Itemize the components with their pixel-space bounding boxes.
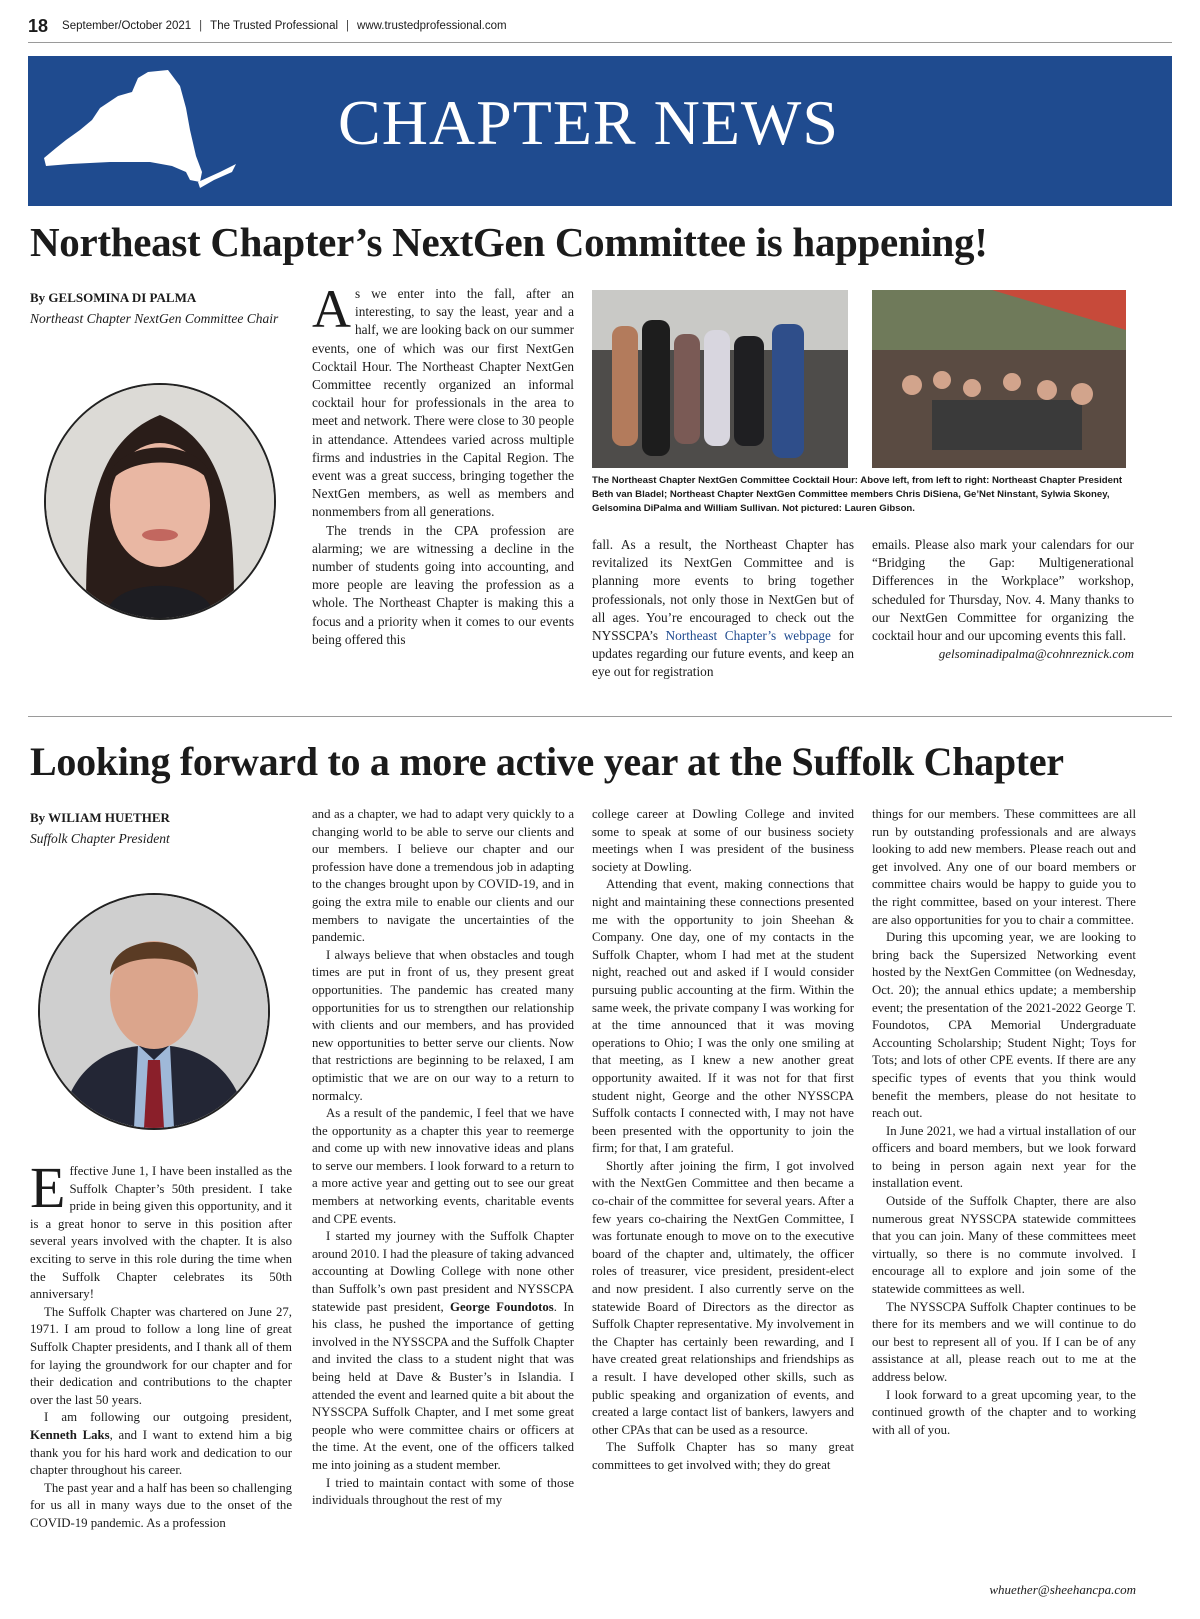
article2-column-1 [30,1155,292,1532]
section-divider [28,716,1172,717]
portrait-photo-icon [46,385,274,618]
article2-column-3 [592,806,854,1475]
article1-column-1 [312,279,574,649]
article2-paragraph: I look forward to a great upcoming year, to the continued growth of the chapter and to working with all of you. [872,1387,1136,1437]
article2-paragraph: Attending that event, making connections that night and maintaining these connections presented me with the opportunity to join Sheehan & Company. One day, one of my contacts in the Suffolk Chapter, whom I had met at the student night, reached out and asked if I would consider pursuing public accounting at the firm. Within the same week, the private company I was working for at the time announced that it was moving operations to Ohio; I was the only one smiling at that meeting, as I knew a new another great opportunity awaited. If it was not for that first student night, George and the other NYSSCPA Suffolk contacts I connected with, I may not have been presented with the opportunity to join the firm; for that, I am grateful. [592,877,854,1156]
header-rule [28,42,1172,43]
article2-paragraph: As a result of the pandemic, I feel that we have the opportunity as a chapter this year to reemerge and come up with new innovative ideas and plans to serve our members. I look forward to a return to a more active year and getting out to see our great members at networking events, charitable events and CPE events. [312,1106,574,1226]
person-name: Kenneth Laks [30,1427,110,1442]
cocktail-hour-patio-photo [872,290,1126,468]
article2-paragraph: During this upcoming year, we are looking to bring back the Supersized Networking event hosted by the NextGen Committee (on Wednesday, Oct. 20); the annual ethics update; a membership event; the presentation of the 2021-2022 George T. Foundotos, CPA Memorial Undergraduate Accounting Scholarship; Student Night; Toys for Tots; and lots of other CPE events. If there are any specific types of events that you think would benefit the members, please do not hesitate to reach out. [872,930,1136,1121]
article1-headline: Northeast Chapter’s NextGen Committee is happening! [30,219,988,265]
dropcap: E [30,1155,66,1220]
article2-author: By WILIAM HUETHER [30,810,170,825]
patio-photo-icon [872,290,1126,468]
group-photo-icon [592,290,848,468]
banner-title: CHAPTER NEWS [338,87,839,158]
article1-paragraph: emails. Please also mark your calendars for our “Bridging the Gap: Multigenerational Differences in the Workplace” workshop, scheduled for Thursday, Nov. 4. Many thanks to our NextGen Committee for organizing the cocktail hour and our upcoming events this fall. [872,537,1134,644]
northeast-chapter-webpage-link[interactable]: Northeast Chapter’s webpage [665,628,831,644]
article1-author-role: Northeast Chapter NextGen Committee Chair [30,311,279,326]
website-link[interactable]: www.trustedprofessional.com [357,20,507,32]
page-number: 18 [28,15,49,36]
article2-headline: Looking forward to a more active year at the Suffolk Chapter [30,739,1064,784]
article2-paragraph: The Suffolk Chapter has so many great committees to get involved with; they do great [592,1440,854,1472]
article2-paragraph: college career at Dowling College and invited some to speak at some of our business society meetings when I was president of the business society at Dowling. [592,807,854,874]
author-portrait-huether [38,893,270,1130]
publication-name: The Trusted Professional [210,20,339,32]
dropcap: A [312,279,351,339]
article1-paragraph: The trends in the CPA profession are alarming; we are witnessing a decline in the number of students going into accounting, and more people are leaving the profession as a whole. The Northeast Chapter is making this a focus and a priority when it comes to our events being offered this [312,522,574,647]
article1-paragraph: As we enter into the fall, after an interesting, to say the least, year and a half, we are looking back on our summer events, one of which was our first NextGen Cocktail Hour. The Northeast Chapter NextGen Committee recently organized an informal cocktail hour for professionals in the area to meet and network. There were close to 30 people in attendance. Attendees varied across multiple firms and industries in the Capital Region. The event was a great success, bringing together the NextGen members, as well as members and nonmembers from all generations. [312,279,574,520]
person-name: George Foundotos [450,1299,554,1314]
new-york-state-icon [40,68,240,203]
page-header [28,12,1172,40]
author-portrait-dipalma [44,383,276,620]
article2-paragraph: I always believe that when obstacles and tough times are put in front of us, they present great opportunities. The pandemic has created many opportunities for us to strengthen our relationship with clients and our members, and has provided new opportunities to better serve our clients. Now that restrictions are beginning to be relaxed, I am optimistic that we are on our way to a return to normalcy. [312,947,574,1103]
article2-paragraph: Outside of the Suffolk Chapter, there are also numerous great NYSSCPA statewide committees that you can join. Many of these committees meet virtually, so there is no commute involved. I encourage all to explore and join some of the statewide committees as well. [872,1194,1136,1297]
article1-paragraph: fall. As a result, the Northeast Chapter has revitalized its NextGen Committee and is planning more events to bring together professionals, not only those in NextGen but of all ages. You’re encouraged to check out the NYSSCPA’s Northeast Chapter’s webpage for updates regarding our future events, and keep an eye out for registration [592,537,854,680]
article2-paragraph: Shortly after joining the firm, I got involved with the NextGen Committee and then became a co-chair of the committee for several years. After a few years co-chairing the NextGen Committee, I was fortunate enough to move on to the executive board of the chapter and, ultimately, the officer roles of treasurer, vice president, president-elect and now president. I also currently serve on the statewide Board of Directors as the director as Suffolk Chapter representative. My involvement in the Chapter has certainly been rewarding, and I have created great relationships and friendships as a result. I have developed other skills, such as public speaking and organization of events, and created a large contact list of bankers, lawyers and other CPAs that can be used as a resource. [592,1158,854,1437]
article2-author-role: Suffolk Chapter President [30,831,170,846]
article2-column-2 [312,806,574,1510]
cocktail-hour-group-photo [592,290,848,468]
author-email[interactable]: gelsominadipalma@cohnreznick.com [938,646,1134,662]
header-divider: | [346,20,350,32]
article2-paragraph: In June 2021, we had a virtual installation of our officers and board members, but we look forward to being in person again next year for the installation event. [872,1123,1136,1191]
header-divider: | [199,20,203,32]
article1-column-3 [872,536,1134,663]
issue-date: September/October 2021 [62,20,192,32]
article2-paragraph: I am following our outgoing president, Kenneth Laks, and I want to extend him a big thank you for his hard work and dedication to our chapter throughout his career. [30,1410,292,1478]
article2-paragraph: I started my journey with the Suffolk Chapter around 2010. I had the pleasure of taking advanced accounting at Dowling College with none other than Suffolk’s own past president and NYSSCPA statewide past president, George Foundotos. In his class, he pushed the importance of getting involved in the NYSSCPA and the Suffolk Chapter and invited the class to a student night that was being held at Dave & Buster’s in Islandia. I attended the event and learned quite a bit about the NYSSCPA Suffolk Chapter, and I met some great people who were committee chairs or officers at the time. At the event, one of the officers talked me into joining as a student member. [312,1229,574,1472]
article2-paragraph: The Suffolk Chapter was chartered on June 27, 1971. I am proud to follow a long line of great Suffolk Chapter presidents, and I thank all of them for laying the groundwork for our chapter and for their dedication and contributions to the chapter over the last 50 years. [30,1304,292,1407]
photo-caption: The Northeast Chapter NextGen Committee Cocktail Hour: Above left, from left to right: Northeast Chapter President Beth van Bladel; Northeast Chapter NextGen Committee members Chris DiSiena, Ge’Net Ninstant, Sylwia Skoney, Gelsomina DiPalma and William Sullivan. Not pictured: Lauren Gibson. [592,475,1123,514]
article2-paragraph: The past year and a half has been so challenging for us all in many ways due to the onset of the COVID-19 pandemic. As a profession [30,1480,292,1530]
article2-paragraph: Effective June 1, I have been installed as the Suffolk Chapter’s 50th president. I take pride in being given this opportunity, and it is a great honor to serve in this position after several years involved with the chapter. It is also exciting to serve in this role during the time when the Suffolk Chapter celebrates its 50th anniversary! [30,1155,292,1302]
article2-paragraph: things for our members. These committees are all run by outstanding professionals and are always looking to add new members. Please reach out and get involved. Any one of our board members or committee chairs would be happy to guide you to the right committee, based on your interest. There are also opportunities for you to chair a committee. [872,807,1136,927]
article2-paragraph: I tried to maintain contact with some of those individuals throughout the rest of my [312,1475,574,1508]
article1-column-2 [592,536,854,682]
author-email[interactable]: whuether@sheehancpa.com [989,1582,1136,1597]
article2-paragraph: The NYSSCPA Suffolk Chapter continues to be there for its members and we will continue to do our best to represent all of you. If I can be of any assistance at all, please reach out to me at the address below. [872,1299,1136,1384]
article2-column-4 [872,806,1136,1439]
chapter-news-banner [28,56,1172,206]
portrait-photo-icon [40,895,268,1128]
article1-author: By GELSOMINA DI PALMA [30,290,197,305]
article2-paragraph: and as a chapter, we had to adapt very quickly to a changing world to be able to serve our clients and our members. I believe our chapter and our profession have done a tremendous job in adapting to the changes brought upon by COVID-19, and in going the extra mile to enable our clients and our members to navigate the uncertainties of the pandemic. [312,807,574,945]
